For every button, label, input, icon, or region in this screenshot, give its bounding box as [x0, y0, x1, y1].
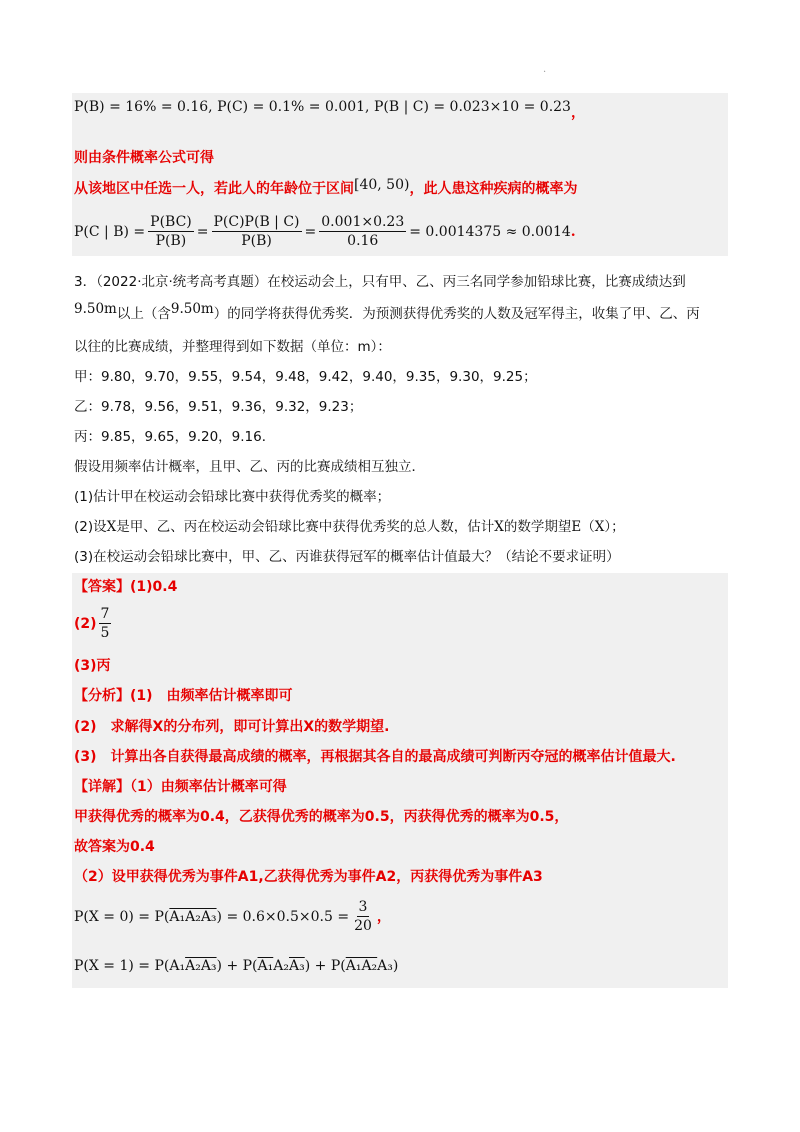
q2-var-x: X: [106, 519, 117, 535]
data-bing: 丙：9.85，9.65，9.20，9.16．: [74, 429, 276, 445]
detail-1: 【详解】（1）由频率估计概率可得: [74, 779, 287, 795]
px0-formula: [74, 898, 391, 935]
px1-f: A₃: [289, 958, 305, 974]
q2-text-d: ；: [611, 519, 625, 535]
threshold-1: 9.50m: [74, 301, 117, 317]
frac1-den: P(B): [155, 233, 187, 249]
px0-bar: A₁A₂A₃: [169, 908, 217, 925]
px0-mid: ) = 0.6×0.5×0.5 =: [216, 908, 350, 925]
conditional-formula-text: 则由条件概率公式可得: [74, 150, 214, 166]
px1-a: P(X = 1) = P(A₁: [74, 958, 186, 974]
assumption: 假设用频率估计概率，且甲、乙、丙的比赛成绩相互独立．: [74, 459, 425, 475]
question-1: (1)估计甲在校运动会铅球比赛中获得优秀奖的概率；: [74, 489, 391, 505]
px1-i: A₃): [377, 958, 399, 974]
data-jia: 甲：9.80，9.70，9.55，9.54，9.48，9.42，9.40，9.35，9.30，9.25；: [74, 369, 537, 385]
px0-fraction: [352, 898, 374, 935]
frac1-num: P(BC): [150, 214, 192, 230]
px0-end: ，: [376, 908, 391, 925]
age-interval: [40, 50): [354, 177, 410, 193]
fraction-1: [148, 213, 194, 250]
question-3: (3)在校运动会铅球比赛中，甲、乙、丙谁获得冠军的概率估计值最大？（结论不要求证明）: [74, 549, 620, 565]
q2-text-c: 的数学期望: [503, 519, 572, 535]
answer-3: (3)丙: [74, 658, 111, 674]
px1-e: A₂: [273, 958, 289, 974]
analysis-2: (2) 求解得X的分布列，即可计算出X的数学期望.: [74, 719, 390, 735]
px0-num: 3: [358, 899, 368, 915]
ans2-den: 5: [100, 625, 110, 641]
choose-text-a: 从该地区中任选一人，若此人的年龄位于区间: [74, 181, 354, 197]
frac3-den: 0.16: [347, 233, 379, 249]
question-2: [74, 516, 625, 538]
px1-g: ) + P(: [304, 958, 346, 974]
px1-d: A₁: [257, 958, 274, 974]
fraction-2: [212, 213, 302, 250]
pcb-left: P(C | B) =: [74, 223, 146, 240]
choose-person-line: [74, 178, 577, 200]
prob-values-line: [74, 96, 585, 121]
frac3-num: 0.001×0.23: [321, 214, 405, 230]
q2-text-a: (2)设: [74, 519, 107, 535]
detail-3: 故答案为0.4: [74, 839, 155, 855]
choose-text-b: ，此人患这种疾病的概率为: [409, 181, 578, 197]
problem-intro: 3．（2022·北京·统考高考真题）在校运动会上，只有甲、乙、丙三名同学参加铅球比赛，比赛成绩达到: [74, 274, 686, 290]
answer-2-label: (2): [74, 615, 97, 632]
detail-2: 甲获得优秀的概率为0.4，乙获得优秀的概率为0.5，丙获得优秀的概率为0.5，: [74, 809, 569, 825]
answer-2: [74, 605, 114, 642]
pcb-tail: = 0.0014375 ≈ 0.0014: [409, 223, 571, 240]
problem-text-b4: ）的同学将获得优秀奖．为预测获得优秀奖的人数及冠军得主，收集了甲、乙、丙: [213, 306, 700, 322]
pcb-formula: P(C | B) = $\frac{P(BC)}{P(B)}$ = $\frac{P(C)P(B | C)}{P(B)}$ = $\frac{0.001\times 0.23}{0.16}$ = 0.0014375 ≈ 0.0014 .: [74, 214, 576, 249]
px1-h: A₁A₂: [345, 958, 378, 974]
problem-line-3: 以往的比赛成绩，并整理得到如下数据（单位：m）：: [74, 339, 391, 355]
threshold-2: 9.50m: [170, 301, 214, 317]
problem-line-2: [74, 303, 700, 325]
page-dot: .: [543, 64, 547, 75]
answer-2-fraction: [99, 605, 112, 642]
data-yi: 乙：9.78，9.56，9.51，9.36，9.32，9.23；: [74, 399, 363, 415]
px1-b: A₂A₃: [185, 958, 217, 974]
prob-values: P(B) = 16% = 0.16, P(C) = 0.1% = 0.001, P(B | C) = 0.023×10 = 0.23: [74, 99, 571, 115]
detail-4: （2）设甲获得优秀为事件A1,乙获得优秀为事件A2，丙获得优秀为事件A3: [74, 869, 543, 885]
problem-text-b2: 以上（含: [116, 306, 171, 322]
answer-1: 【答案】(1)0.4: [74, 579, 178, 595]
frac2-den: P(B): [241, 233, 272, 249]
pcb-end-dot: .: [570, 223, 576, 240]
q2-var-x2: X: [494, 519, 504, 535]
px0-left: P(X = 0) = P(: [74, 908, 170, 925]
line-end-comma: ，: [570, 105, 585, 121]
analysis-1: 【分析】(1) 由频率估计概率即可: [74, 688, 293, 704]
fraction-3: [319, 213, 406, 250]
q2-text-b: 是甲、乙、丙在校运动会铅球比赛中获得优秀奖的总人数，估计: [116, 519, 495, 535]
px1-formula: [74, 955, 398, 977]
px0-den: 20: [354, 918, 372, 934]
frac2-num: P(C)P(B | C): [213, 214, 300, 230]
ans2-num: 7: [100, 606, 110, 622]
px1-c: ) + P(: [216, 958, 258, 974]
q2-expectation: E（X）: [571, 519, 612, 535]
analysis-3: (3) 计算出各自获得最高成绩的概率，再根据其各自的最高成绩可判断丙夺冠的概率估计值最大.: [74, 749, 676, 765]
